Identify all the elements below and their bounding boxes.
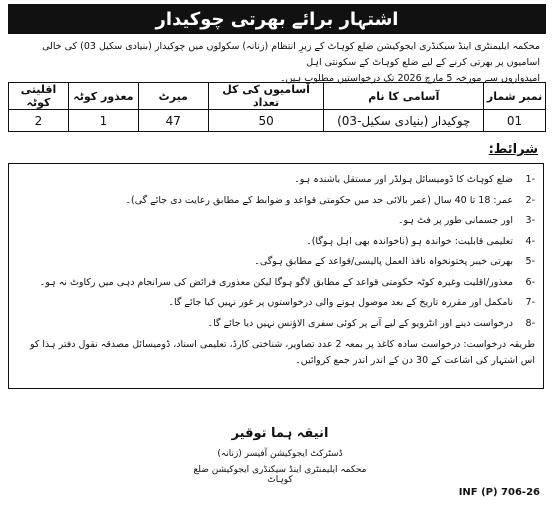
intro-line-2: امیدواروں سے مورخہ 5 مارچ 2026 تک درخواستیں مطلوب ہیں۔ (279, 73, 540, 84)
header-minority-quota: اقلیتی کوٹہ (9, 83, 69, 110)
cell-serial: 01 (484, 110, 546, 132)
condition-text: معذور/اقلیت وغیرہ کوٹہ حکومتی قواعد کے مطابق لاگو ہوگا لیکن معذوری فرائض کی سرانجام دہی میں رکاوٹ نہ ہو۔ (39, 276, 513, 288)
cell-merit: 47 (138, 110, 208, 132)
condition-number: -3 (525, 215, 535, 226)
posts-table (8, 82, 546, 132)
condition-text: درخواست دینے اور انٹرویو کے لیے آنے پر کوئی سفری الاؤنس نہیں دیا جائے گا۔ (207, 317, 513, 329)
list-item (17, 293, 535, 314)
condition-text: ضلع کوہاٹ کا ڈومیسائل ہولڈر اور مستقل باشندہ ہو۔ (294, 174, 513, 185)
header-total-posts: آسامیوں کی کل تعداد (208, 83, 324, 110)
condition-text: عمر: 18 تا 40 سال (عمر بالائی حد میں حکومتی قواعد و ضوابط کے مطابق رعایت دی جائے گی)۔ (125, 194, 513, 206)
list-item (17, 191, 535, 212)
list-item (17, 273, 535, 294)
condition-text: بھرتی خیبر پختونخواہ نافذ العمل پالیسی/قواعد کے مطابق ہوگی۔ (254, 256, 513, 267)
list-item (17, 170, 535, 191)
cell-disabled-quota: 1 (68, 110, 138, 132)
intro-line-1: محکمہ ایلیمنٹری اینڈ سیکنڈری ایجوکیشن ضلع کوہاٹ کے زیرِ انتظام (زنانہ) سکولوں میں چوکیدار (بنیادی سکیل 03) کی خالی اسامیوں پر بھرتی کرنے کے لیے ضلع کوہاٹ کے سکونتی اہل (42, 41, 540, 68)
header-serial: نمبر شمار (484, 83, 546, 110)
officer-organization: محکمہ ایلیمنٹری اینڈ سیکنڈری ایجوکیشن ضلع کوہاٹ (193, 465, 367, 485)
condition-text: نامکمل اور مقررہ تاریخ کے بعد موصول ہونے والی درخواستوں پر غور نہیں کیا جائے گا۔ (168, 297, 513, 308)
conditions-heading: شرائط: (488, 142, 538, 157)
condition-number: -1 (525, 174, 535, 185)
signature-block (180, 426, 380, 485)
application-procedure-note: طریقہ درخواست: درخواست سادہ کاغذ پر بمعہ 2 عدد تصاویر، شناختی کارڈ، تعلیمی اسناد، ڈومیسائل مصدقہ نقول دفتر ہذا کو اس اشتہار کی اشاعت کے 30 دن کے اندر اندر جمع کروائیں۔ (29, 339, 535, 366)
conditions-box (8, 163, 544, 389)
officer-name: انیقہ ہما توقیر (231, 426, 329, 441)
condition-text: اور جسمانی طور پر فٹ ہو۔ (397, 215, 513, 226)
condition-number: -7 (525, 297, 535, 308)
list-item (17, 252, 535, 273)
condition-number: -8 (525, 317, 535, 329)
condition-number: -5 (525, 256, 535, 267)
cell-post-name: چوکیدار (بنیادی سکیل-03) (324, 110, 484, 132)
condition-number: -4 (525, 235, 535, 247)
condition-text: تعلیمی قابلیت: خواندہ ہو (ناخواندہ بھی اہل ہوگا)۔ (306, 235, 513, 247)
cell-minority-quota: 2 (9, 110, 69, 132)
list-item (17, 211, 535, 232)
advertisement-title: اشتہار برائے بھرتی چوکیدار (8, 4, 546, 34)
conditions-list (17, 170, 535, 334)
header-merit: میرٹ (138, 83, 208, 110)
intro-paragraph (8, 34, 544, 84)
table-row (9, 110, 546, 132)
condition-number: -6 (525, 276, 535, 288)
header-disabled-quota: معذور کوٹہ (68, 83, 138, 110)
inf-code: INF (P) 706-26 (458, 487, 540, 498)
list-item (17, 314, 535, 335)
header-post-name: آسامی کا نام (324, 83, 484, 110)
officer-title: ڈسٹرکٹ ایجوکیشن آفیسر (زنانہ) (217, 449, 343, 459)
list-item (17, 232, 535, 253)
cell-total-posts: 50 (208, 110, 324, 132)
condition-number: -2 (525, 194, 535, 206)
